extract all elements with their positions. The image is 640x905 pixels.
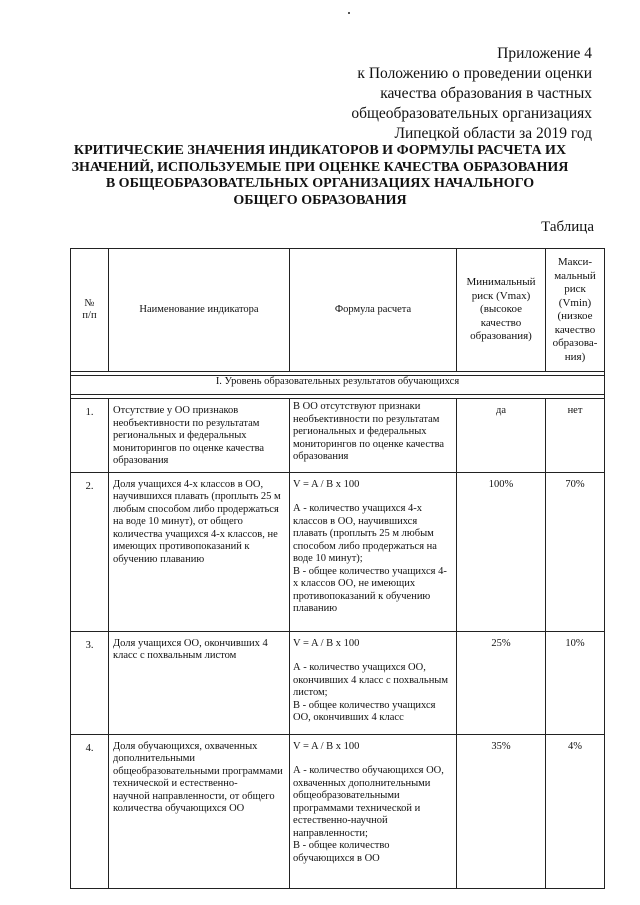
header-vmin: Макси- мальный риск (Vmin) (низкое качество образова- ния) [546, 249, 605, 372]
formula-expression: V = A / B x 100 [293, 478, 360, 490]
vmin-value: 70% [546, 472, 605, 631]
indicator-cell: Доля учащихся ОО, окончивших 4 класс с похвальным листом [109, 631, 290, 734]
section-title: I. Уровень образовательных результатов обучающихся [71, 376, 605, 395]
indicators-table [70, 248, 605, 889]
formula-cell: В ОО отсутствуют признаки необъективности по результатам региональных и федеральных мониторингов по оценке качества образования [290, 399, 457, 473]
indicator-cell: Доля обучающихся, охваченных дополнительными общеобразовательными программами технической и естественно- научной направленности, от общего количества обучающихся ОО [109, 734, 290, 888]
title-line: ОБЩЕГО ОБРАЗОВАНИЯ [233, 192, 407, 208]
title-line: ЗНАЧЕНИЙ, ИСПОЛЬЗУЕМЫЕ ПРИ ОЦЕНКЕ КАЧЕСТВА ОБРАЗОВАНИЯ [71, 159, 569, 175]
row-number: 1. [71, 399, 109, 473]
vmax-value: 35% [457, 734, 546, 888]
appendix-line: Приложение 4 [497, 45, 592, 62]
scan-speck [348, 12, 350, 14]
indicator-cell: Отсутствие у ОО признаков необъективности по результатам региональных и федеральных мониторингов по оценке качества образования [109, 399, 290, 473]
header-vmax: Минимальный риск (Vmax) (высокое качество образования) [457, 249, 546, 372]
formula-cell: V = A / B x 100 А - количество обучающихся ОО, охваченных дополнительными общеобразовательными программами технической и естественно-научной направленности; В - общее количество обучающихся в ОО [290, 734, 457, 888]
table-row [71, 399, 605, 473]
formula-expression: V = A / B x 100 [293, 637, 360, 649]
formula-cell: V = A / B x 100 А - количество учащихся ОО, окончивших 4 класс с похвальным листом; В - общее количество учащихся ОО, окончивших 4 класс [290, 631, 457, 734]
appendix-line: Липецкой области за 2019 год [394, 125, 592, 142]
formula-expression: V = A / B x 100 [293, 740, 360, 752]
vmin-value: нет [546, 399, 605, 473]
indicator-cell: Доля учащихся 4-х классов в ОО, научившихся плавать (проплыть 25 м любым способом либо продержаться на воде 10 минут), от общего количества учащихся 4-х классов, не имеющих противопоказаний к обучению плаванию [109, 472, 290, 631]
row-number: 2. [71, 472, 109, 631]
appendix-note [292, 44, 592, 144]
appendix-line: общеобразовательных организациях [351, 105, 592, 122]
table-label: Таблица [541, 219, 594, 235]
vmin-value: 4% [546, 734, 605, 888]
title-line: В ОБЩЕОБРАЗОВАТЕЛЬНЫХ ОРГАНИЗАЦИЯХ НАЧАЛЬНОГО [105, 176, 535, 191]
section-row [71, 376, 605, 395]
table-header-row [71, 249, 605, 372]
header-formula: Формула расчета [290, 249, 457, 372]
table-row [71, 631, 605, 734]
vmin-value: 10% [546, 631, 605, 734]
formula-cell: V = A / B x 100 А - количество учащихся 4-х классов в ОО, научившихся плавать (проплыть 25 м любым способом либо продержаться на воде 10 минут); В - общее количество учащихся 4- х классов ОО, не имеющих противопоказаний к обучению плаванию [290, 472, 457, 631]
vmax-value: 25% [457, 631, 546, 734]
table-row [71, 734, 605, 888]
vmax-value: 100% [457, 472, 546, 631]
header-indicator: Наименование индикатора [109, 249, 290, 372]
table-row [71, 472, 605, 631]
appendix-line: качества образования в частных [380, 85, 592, 102]
row-number: 3. [71, 631, 109, 734]
header-num: № п/п [71, 249, 109, 372]
row-number: 4. [71, 734, 109, 888]
title-line: КРИТИЧЕСКИЕ ЗНАЧЕНИЯ ИНДИКАТОРОВ И ФОРМУЛЫ РАСЧЕТА ИХ [73, 143, 567, 158]
appendix-line: к Положению о проведении оценки [357, 65, 592, 82]
document-title [70, 143, 570, 209]
vmax-value: да [457, 399, 546, 473]
